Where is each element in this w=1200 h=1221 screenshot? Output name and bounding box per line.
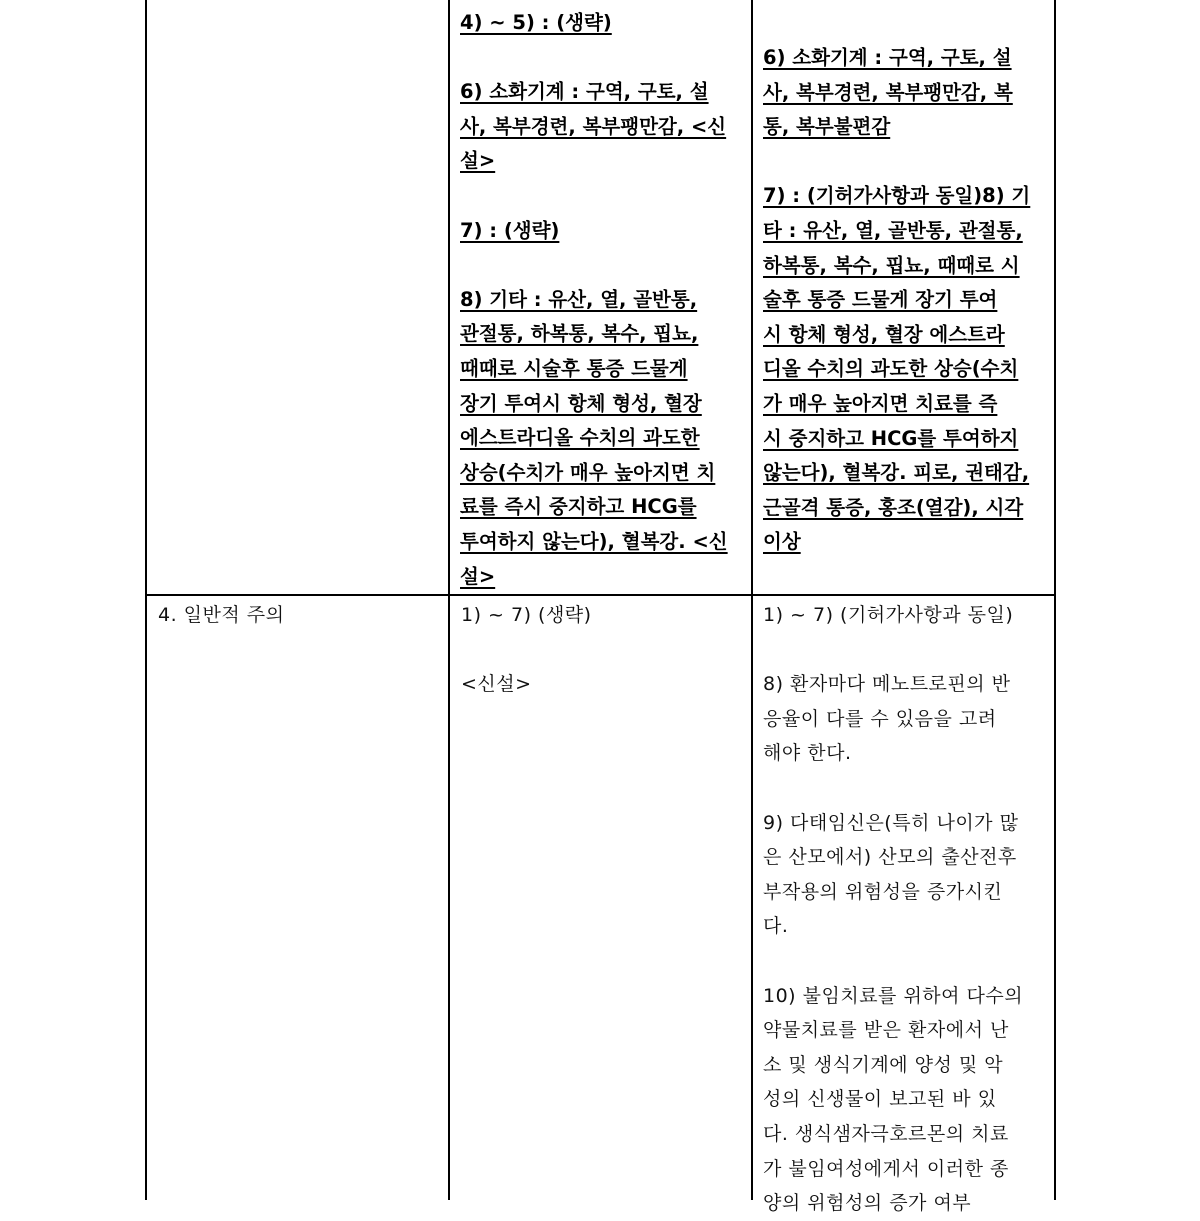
table-border-right	[1054, 0, 1056, 1200]
top-right-p1-line: 6) 소화기계 : 구역, 구토, 설	[763, 46, 1012, 69]
top-middle-p4-line: 관절통, 하복통, 복수, 핍뇨,	[460, 322, 699, 346]
bottom-middle-p1: 1) ~ 7) (생략)	[461, 604, 592, 626]
top-middle-p2-line: 6) 소화기계 : 구역, 구토, 설	[460, 80, 709, 104]
bottom-right-p4-line: 10) 불임치료를 위하여 다수의	[763, 984, 1024, 1007]
top-middle-p2-line: 사, 복부경련, 복부팽만감, <신	[460, 114, 727, 138]
top-right-cell	[763, 41, 1045, 560]
top-middle-p4-line: 8) 기타 : 유산, 열, 골반통,	[460, 287, 698, 311]
bottom-right-p3-line: 은 산모에서) 산모의 출산전후	[763, 846, 1017, 869]
top-middle-p3: 7) : (생략)	[460, 218, 560, 242]
top-middle-p4-line: 료를 즉시 중지하고 HCG를	[460, 495, 697, 519]
top-middle-p1: 4) ~ 5) : (생략)	[460, 11, 612, 34]
table-border-left	[145, 0, 147, 1200]
top-right-p2-line: 않는다), 혈복강. 피로, 권태감,	[763, 461, 1030, 485]
top-right-p1-line: 사, 복부경련, 복부팽만감, 복	[763, 80, 1013, 104]
top-middle-cell	[460, 6, 742, 594]
bottom-left-cell	[158, 598, 440, 633]
top-middle-p4-line: 때때로 시술후 통증 드물게	[460, 356, 688, 380]
top-middle-p2-line: 설>	[460, 149, 496, 173]
bottom-right-p3-line: 부작용의 위험성을 증가시킨	[763, 880, 1003, 903]
top-right-p2-line: 이상	[763, 530, 801, 554]
table-border-col2	[448, 0, 450, 1200]
top-right-p2-line: 하복통, 복수, 핍뇨, 때때로 시	[763, 253, 1020, 277]
table-row-divider	[145, 594, 1056, 596]
top-right-p2-line: 술후 통증 드물게 장기 투여	[763, 288, 998, 312]
top-middle-p4-line: 에스트라디올 수치의 과도한	[460, 426, 700, 450]
bottom-middle-cell	[461, 598, 743, 702]
section-title: 4. 일반적 주의	[158, 604, 285, 626]
top-right-p2-line: 가 매우 높아지면 치료를 즉	[763, 391, 998, 415]
bottom-right-cell	[763, 598, 1045, 1221]
top-middle-p4-line: 설>	[460, 564, 496, 588]
bottom-right-p4-line: 약물치료를 받은 환자에서 난	[763, 1019, 1009, 1042]
top-right-p2-line: 시 중지하고 HCG를 투여하지	[763, 426, 1019, 450]
bottom-right-p4-line: 양의 위험성의 증가 여부	[763, 1192, 972, 1215]
bottom-right-p2-line: 응율이 다를 수 있음을 고려	[763, 707, 997, 730]
top-right-p2-line: 7) : (기허가사항과 동일)8) 기	[763, 184, 1031, 208]
bottom-right-p4-line: 성의 신생물이 보고된 바 있	[763, 1088, 997, 1111]
bottom-right-p4-line: 다. 생식샘자극호르몬의 치료	[763, 1122, 1009, 1145]
top-right-p2-line: 타 : 유산, 열, 골반통, 관절통,	[763, 218, 1023, 242]
top-middle-p4-line: 상승(수치가 매우 높아지면 치	[460, 460, 716, 484]
top-right-p2-line: 디올 수치의 과도한 상승(수치	[763, 357, 1019, 381]
top-right-p2-line: 시 항체 형성, 혈장 에스트라	[763, 322, 1005, 346]
bottom-right-p2-line: 8) 환자마다 메노트로핀의 반	[763, 673, 1011, 696]
bottom-right-p3-line: 9) 다태임신은(특히 나이가 많	[763, 811, 1019, 834]
bottom-right-p4-line: 가 불임여성에게서 이러한 종	[763, 1157, 1009, 1180]
bottom-middle-p2: <신설>	[461, 673, 532, 696]
top-right-p2-line: 근골격 통증, 홍조(열감), 시각	[763, 495, 1024, 519]
bottom-right-p3-line: 다.	[763, 915, 789, 938]
top-right-p1-line: 통, 복부불편감	[763, 115, 891, 139]
bottom-right-p4-line: 소 및 생식기계에 양성 및 악	[763, 1053, 1004, 1076]
bottom-right-p1: 1) ~ 7) (기허가사항과 동일)	[763, 604, 1014, 626]
table-border-col3	[751, 0, 753, 1200]
bottom-right-p2-line: 해야 한다.	[763, 742, 852, 765]
top-middle-p4-line: 장기 투여시 항체 형성, 혈장	[460, 391, 702, 415]
top-middle-p4-line: 투여하지 않는다), 혈복강. <신	[460, 529, 728, 553]
